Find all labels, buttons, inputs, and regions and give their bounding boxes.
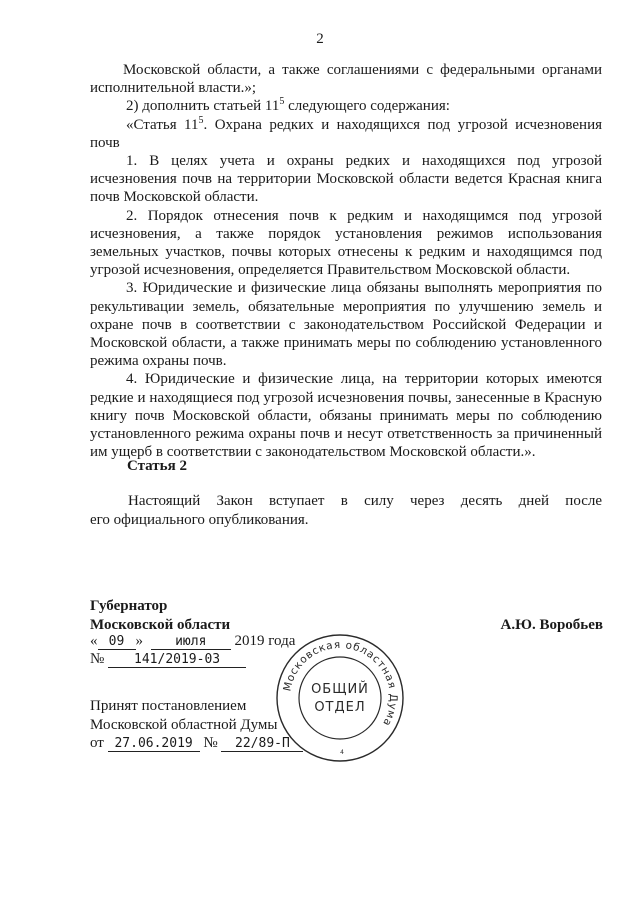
clause-3: 3. Юридические и физические лица обязаны выполнять мероприятия по рекультивации земель, обязательные мероприятия по улучшению земель и охране почв в соответствии с законодательством Российской Федерации и Московской области, а также принимать меры по соблюдению установленного режима охраны почв. <box>90 280 602 370</box>
stamp-seal <box>274 632 406 764</box>
law-number: № 141/2019-03 <box>90 650 246 668</box>
law-text <box>90 61 602 461</box>
article-2-line-2: его официального опубликования. <box>90 512 309 528</box>
adoption-number: 22/89-П <box>221 736 303 752</box>
signing-day: 09 <box>98 634 136 650</box>
clause-2: 2. Порядок отнесения почв к редким и находящимся под угрозой исчезновения, а также порядок установления режимов использования земельных участков, почвы которых отнесены к редким и находящимся под угрозой исчезновения, определяется Правительством Московской области. <box>90 207 602 279</box>
stamp-small-mark: 4 <box>340 749 344 756</box>
stamp-center-line-1: ОБЩИЙ <box>311 682 369 697</box>
signing-date: « 09 » июля 2019 года <box>90 633 296 649</box>
paragraph-continuation: Московской области, а также соглашениями с федеральными органами исполнительной власти.»; <box>90 62 602 97</box>
page-number: 2 <box>316 31 324 47</box>
article-2-heading: Статья 2 <box>127 458 187 474</box>
stamp-center-line-2: ОТДЕЛ <box>314 700 366 715</box>
signatory-title: Губернатор Московской области <box>90 598 231 633</box>
clause-4: 4. Юридические и физические лица, на территории которых имеются редкие и находящиеся под угрозой исчезновения почвы, занесенные в Красную книгу почв Московской области, обязаны принимать меры по соблюдению установленного режима охраны почв и несут ответственность за причиненный им ущерб в соответствии с законодательством Московской области.». <box>90 371 602 461</box>
article-2-line-1: Настоящий Закон вступает в силу через десять дней после <box>128 493 602 509</box>
signing-year: 2019 года <box>234 633 296 649</box>
clause-1: 1. В целях учета и охраны редких и находящихся под угрозой исчезновения почв на территории Московской области ведется Красная книга почв Московской области. <box>90 153 602 206</box>
article-11-5-title: «Статья $11^5$. Охрана редких и находящихся под угрозой исчезновения почв <box>90 114 602 151</box>
signatory-name: А.Ю. Воробьев <box>500 617 603 633</box>
adoption-info: Принят постановлением Московской областной Думы от 27.06.2019 № 22/89-П <box>90 697 303 753</box>
law-number-value: 141/2019-03 <box>108 652 246 668</box>
stamp-ring-text: Московская областная Дума <box>281 638 400 729</box>
adoption-date: 27.06.2019 <box>108 736 200 752</box>
signing-month: июля <box>151 634 231 650</box>
article-2-text <box>90 492 602 530</box>
paragraph-amendment: 2) дополнить статьей $11^5$ следующего содержания: <box>126 96 450 115</box>
